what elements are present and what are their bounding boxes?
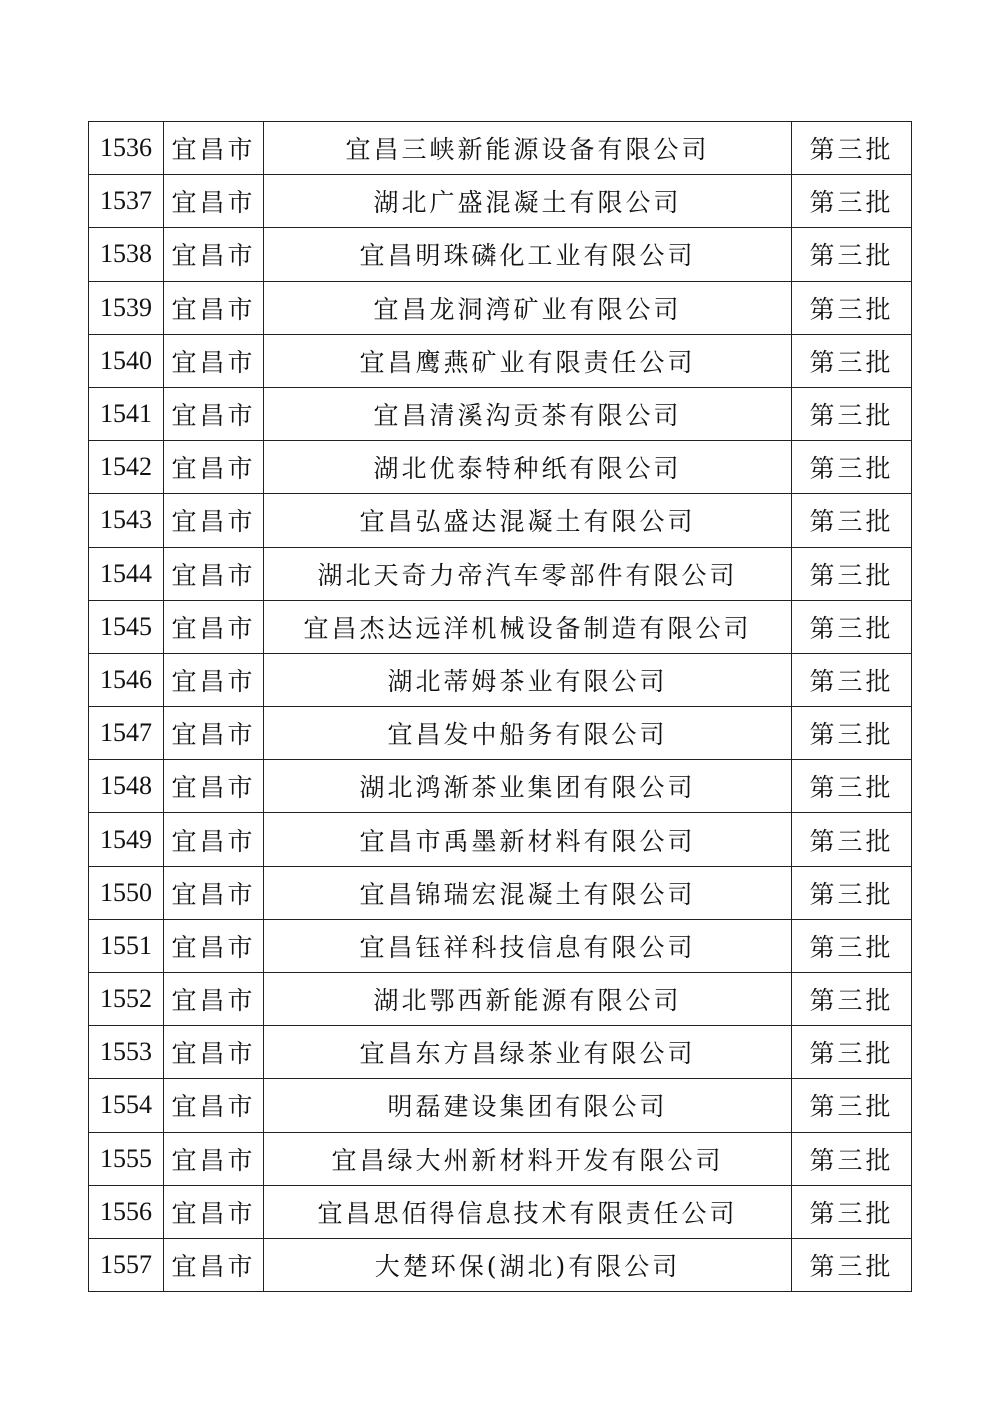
batch-cell: 第三批 [792,334,912,387]
table-body [89,122,912,1292]
batch-cell: 第三批 [792,1079,912,1132]
city-cell: 宜昌市 [164,547,264,600]
table-row [89,1185,912,1238]
row-number-cell: 1556 [89,1185,164,1238]
company-name-cell: 宜昌发中船务有限公司 [264,707,792,760]
batch-cell: 第三批 [792,281,912,334]
row-number-cell: 1540 [89,334,164,387]
city-cell: 宜昌市 [164,919,264,972]
row-number-cell: 1553 [89,1026,164,1079]
row-number-cell: 1544 [89,547,164,600]
batch-cell: 第三批 [792,653,912,706]
batch-cell: 第三批 [792,973,912,1026]
row-number-cell: 1557 [89,1238,164,1291]
table-row [89,1238,912,1291]
row-number-cell: 1551 [89,919,164,972]
row-number-cell: 1552 [89,973,164,1026]
company-name-cell: 宜昌绿大州新材料开发有限公司 [264,1132,792,1185]
company-name-cell: 宜昌清溪沟贡茶有限公司 [264,387,792,440]
company-name-cell: 大楚环保(湖北)有限公司 [264,1238,792,1291]
batch-cell: 第三批 [792,122,912,175]
batch-cell: 第三批 [792,707,912,760]
company-name-cell: 湖北优泰特种纸有限公司 [264,441,792,494]
city-cell: 宜昌市 [164,228,264,281]
city-cell: 宜昌市 [164,653,264,706]
company-name-cell: 宜昌锦瑞宏混凝土有限公司 [264,866,792,919]
city-cell: 宜昌市 [164,600,264,653]
city-cell: 宜昌市 [164,334,264,387]
company-name-cell: 明磊建设集团有限公司 [264,1079,792,1132]
row-number-cell: 1539 [89,281,164,334]
batch-cell: 第三批 [792,1132,912,1185]
batch-cell: 第三批 [792,866,912,919]
city-cell: 宜昌市 [164,1132,264,1185]
company-name-cell: 宜昌杰达远洋机械设备制造有限公司 [264,600,792,653]
row-number-cell: 1547 [89,707,164,760]
table-row [89,1132,912,1185]
city-cell: 宜昌市 [164,973,264,1026]
table-row [89,1026,912,1079]
table-row [89,813,912,866]
table-row [89,1079,912,1132]
row-number-cell: 1546 [89,653,164,706]
table-row [89,281,912,334]
row-number-cell: 1537 [89,175,164,228]
company-name-cell: 宜昌东方昌绿茶业有限公司 [264,1026,792,1079]
table-row [89,441,912,494]
company-name-cell: 湖北天奇力帝汽车零部件有限公司 [264,547,792,600]
table-row [89,175,912,228]
row-number-cell: 1549 [89,813,164,866]
company-name-cell: 宜昌钰祥科技信息有限公司 [264,919,792,972]
company-name-cell: 宜昌明珠磷化工业有限公司 [264,228,792,281]
batch-cell: 第三批 [792,1238,912,1291]
city-cell: 宜昌市 [164,707,264,760]
table-row [89,707,912,760]
row-number-cell: 1548 [89,760,164,813]
batch-cell: 第三批 [792,441,912,494]
batch-cell: 第三批 [792,494,912,547]
company-name-cell: 宜昌鹰燕矿业有限责任公司 [264,334,792,387]
row-number-cell: 1550 [89,866,164,919]
city-cell: 宜昌市 [164,494,264,547]
batch-cell: 第三批 [792,760,912,813]
batch-cell: 第三批 [792,547,912,600]
city-cell: 宜昌市 [164,866,264,919]
table-row [89,760,912,813]
batch-cell: 第三批 [792,175,912,228]
company-name-cell: 宜昌龙洞湾矿业有限公司 [264,281,792,334]
company-name-cell: 湖北蒂姆茶业有限公司 [264,653,792,706]
batch-cell: 第三批 [792,600,912,653]
city-cell: 宜昌市 [164,441,264,494]
table-row [89,387,912,440]
city-cell: 宜昌市 [164,175,264,228]
row-number-cell: 1542 [89,441,164,494]
row-number-cell: 1543 [89,494,164,547]
city-cell: 宜昌市 [164,760,264,813]
company-name-cell: 湖北鸿渐茶业集团有限公司 [264,760,792,813]
city-cell: 宜昌市 [164,122,264,175]
batch-cell: 第三批 [792,387,912,440]
row-number-cell: 1545 [89,600,164,653]
row-number-cell: 1554 [89,1079,164,1132]
batch-cell: 第三批 [792,1026,912,1079]
city-cell: 宜昌市 [164,387,264,440]
table-row [89,334,912,387]
table-row [89,866,912,919]
table-row [89,653,912,706]
row-number-cell: 1555 [89,1132,164,1185]
city-cell: 宜昌市 [164,281,264,334]
row-number-cell: 1536 [89,122,164,175]
company-name-cell: 宜昌弘盛达混凝土有限公司 [264,494,792,547]
company-name-cell: 湖北广盛混凝土有限公司 [264,175,792,228]
city-cell: 宜昌市 [164,1185,264,1238]
company-name-cell: 湖北鄂西新能源有限公司 [264,973,792,1026]
city-cell: 宜昌市 [164,813,264,866]
company-name-cell: 宜昌思佰得信息技术有限责任公司 [264,1185,792,1238]
company-name-cell: 宜昌市禹墨新材料有限公司 [264,813,792,866]
batch-cell: 第三批 [792,813,912,866]
company-name-cell: 宜昌三峡新能源设备有限公司 [264,122,792,175]
batch-cell: 第三批 [792,228,912,281]
company-list-table [88,121,912,1292]
row-number-cell: 1538 [89,228,164,281]
city-cell: 宜昌市 [164,1079,264,1132]
table-row [89,973,912,1026]
table-row [89,600,912,653]
table-row [89,122,912,175]
city-cell: 宜昌市 [164,1238,264,1291]
table-row [89,494,912,547]
table-row [89,228,912,281]
batch-cell: 第三批 [792,1185,912,1238]
table-row [89,919,912,972]
batch-cell: 第三批 [792,919,912,972]
table-row [89,547,912,600]
row-number-cell: 1541 [89,387,164,440]
city-cell: 宜昌市 [164,1026,264,1079]
